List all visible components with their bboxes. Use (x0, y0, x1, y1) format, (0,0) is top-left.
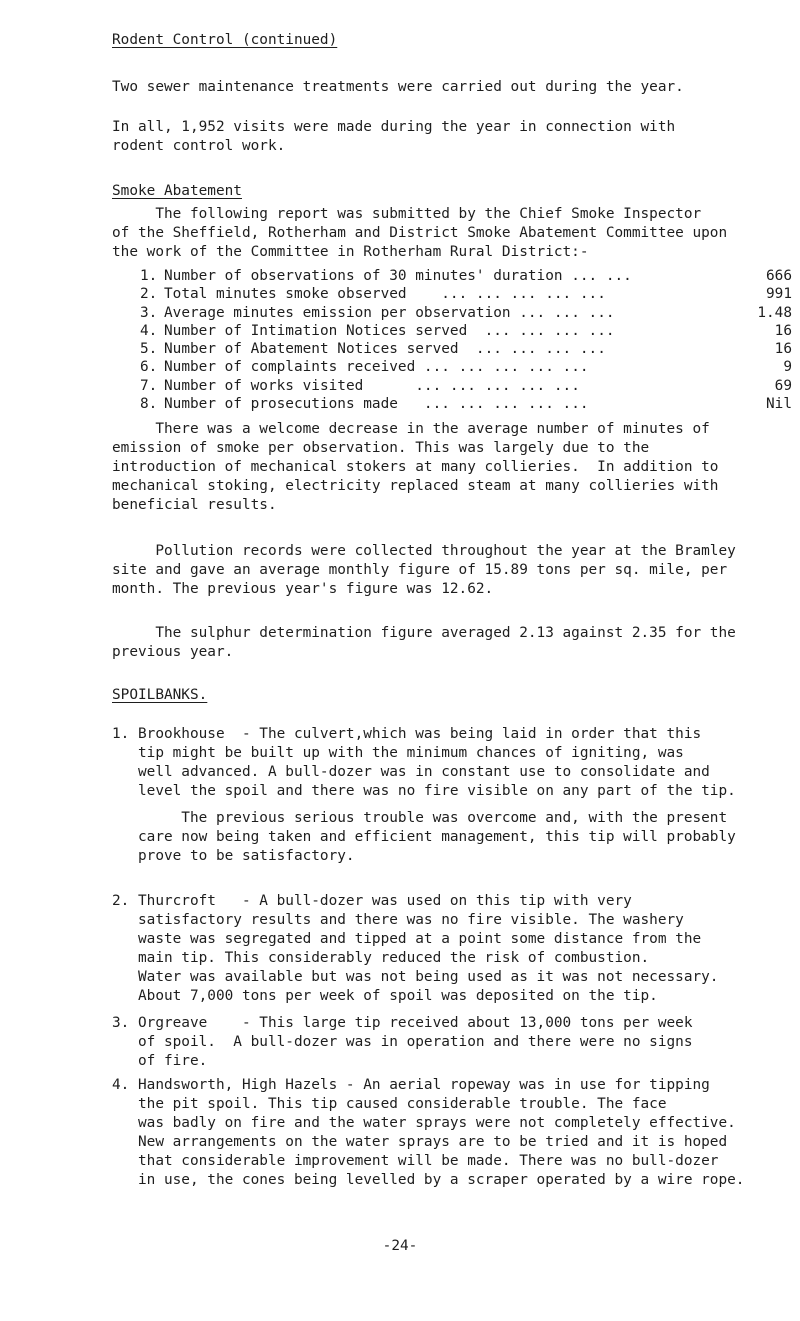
stat-row (112, 304, 792, 322)
stat-value: 16 (774, 341, 792, 358)
stat-row (112, 377, 792, 395)
stat-value: 16 (774, 322, 792, 339)
stat-label: Number of works visited ... ... ... ... ... (164, 377, 580, 394)
rodent-paragraph-2: In all, 1,952 visits were made during the year in connection with rodent control work. (112, 119, 676, 154)
stat-row (112, 358, 792, 376)
stat-value: Nil (766, 396, 792, 413)
spoilbank-handsworth: 4. Handsworth, High Hazels - An aerial ropeway was in use for tipping the pit spoil. This tip caused considerable trouble. The face was badly on fire and the water sprays were not completely effective. New arrangements on the water sprays are to be tried and it is hoped that considerable improvement will be made. There was no bull-dozer in use, the cones being levelled by a scraper operated by a wire rope. (112, 1077, 745, 1188)
smoke-decrease-paragraph: There was a welcome decrease in the average number of minutes of emission of smoke per observation. This was largely due to the introduction of mechanical stokers at many collieries. In addition to mechanical stoking, electricity replaced steam at many collieries with beneficial results. (112, 421, 719, 513)
stat-number: 2. (140, 286, 158, 303)
stat-value: 69 (774, 377, 792, 394)
running-title: Rodent Control (continued) (112, 32, 338, 48)
spoilbank-thurcroft: 2. Thurcroft - A bull-dozer was used on this tip with very satisfactory results and there was no fire visible. The washery waste was segregated and tipped at a point some distance from the main tip. This considerably reduced the risk of combustion. Water was available but was not being used as it was not necessary. About 7,000 tons per week of spoil was deposited on the tip. (112, 893, 719, 1004)
page-number: -24- (382, 1238, 418, 1254)
stat-row (112, 267, 792, 285)
stat-label: Number of observations of 30 minutes' duration ... ... (164, 268, 632, 284)
smoke-statistics-list (112, 267, 792, 413)
stat-value: 666 (766, 268, 792, 284)
stat-row (112, 340, 792, 358)
stat-row (112, 322, 792, 340)
spoilbanks-heading: SPOILBANKS. (112, 687, 208, 703)
stat-label: Number of complaints received ... ... ... ... ... (164, 359, 589, 376)
stat-row (112, 395, 792, 413)
stat-number: 6. (140, 359, 158, 376)
stat-number: 8. (140, 396, 158, 413)
stat-label: Number of Intimation Notices served ... ... ... ... (164, 322, 615, 339)
stat-value: 991 (766, 286, 792, 303)
spoilbank-brookhouse: 1. Brookhouse - The culvert,which was being laid in order that this tip might be built up with the minimum chances of igniting, was well advanced. A bull-dozer was in constant use to consolidate and level the spoil and there was no fire visible on any part of the tip. (112, 726, 736, 799)
stat-number: 5. (140, 341, 158, 358)
stat-number: 7. (140, 377, 158, 394)
stat-number: 3. (140, 304, 158, 321)
stat-row (112, 285, 792, 303)
pollution-paragraph: Pollution records were collected throughout the year at the Bramley site and gave an average monthly figure of 15.89 tons per sq. mile, per month. The previous year's figure was 12.62. (112, 543, 736, 597)
stat-label: Average minutes emission per observation ... ... ... (164, 304, 615, 321)
stat-label: Number of prosecutions made ... ... ... ... ... (164, 396, 589, 413)
stat-value: 1.48 (757, 304, 792, 321)
rodent-paragraph-1: Two sewer maintenance treatments were carried out during the year. (112, 79, 684, 95)
stat-number: 1. (140, 268, 158, 284)
smoke-intro-paragraph: The following report was submitted by the Chief Smoke Inspector of the Sheffield, Rotherham and District Smoke Abatement Committee upon the work of the Committee in Rotherham Rural District:- (112, 206, 728, 260)
stat-number: 4. (140, 322, 158, 339)
spoilbank-orgreave: 3. Orgreave - This large tip received about 13,000 tons per week of spoil. A bull-dozer was in operation and there were no signs of fire. (112, 1015, 693, 1069)
stat-value: 9 (783, 359, 792, 376)
smoke-abatement-heading: Smoke Abatement (112, 183, 242, 199)
spoilbank-brookhouse-followup: The previous serious trouble was overcome and, with the present care now being taken and efficient management, this tip will probably prove to be satisfactory. (137, 810, 736, 864)
stat-label: Number of Abatement Notices served ... ... ... ... (164, 341, 606, 358)
stat-label: Total minutes smoke observed ... ... ... ... ... (164, 286, 606, 303)
sulphur-paragraph: The sulphur determination figure averaged 2.13 against 2.35 for the previous year. (112, 625, 736, 660)
